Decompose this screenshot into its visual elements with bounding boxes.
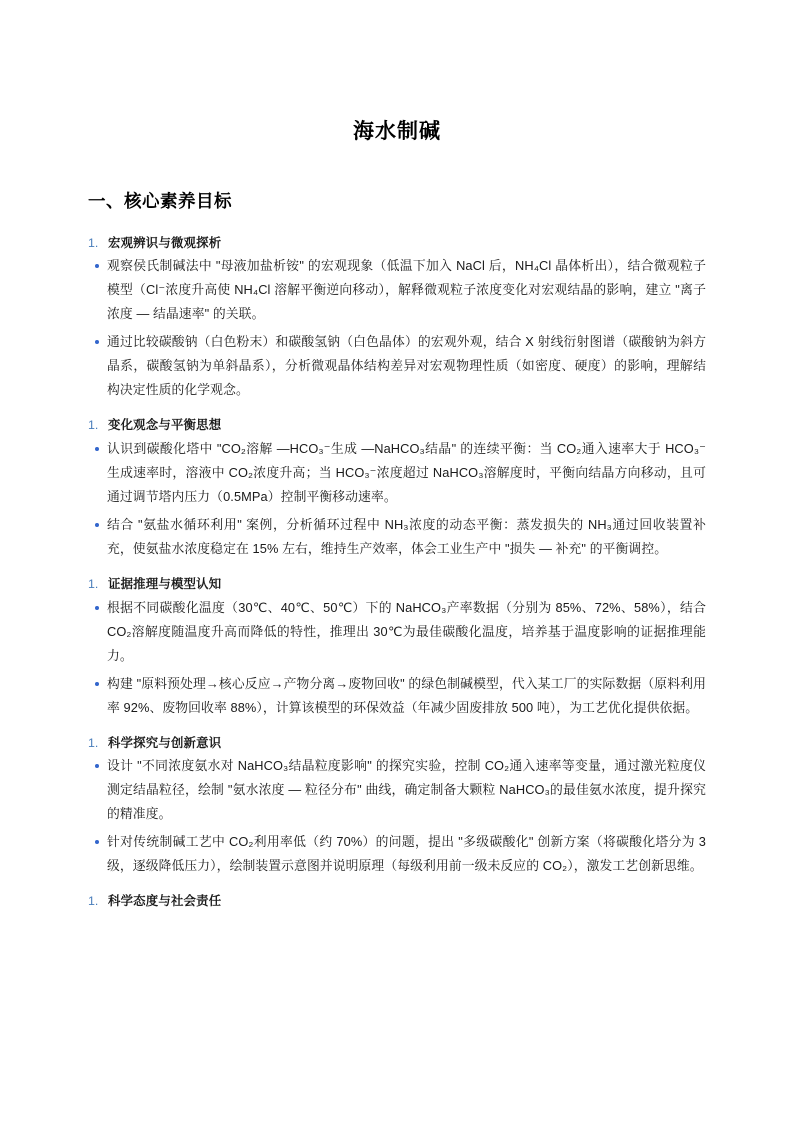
bullet-list bbox=[88, 596, 706, 720]
competency-group-heading bbox=[88, 234, 706, 253]
list-number-marker: 1. bbox=[88, 735, 99, 750]
bullet-dot-icon bbox=[88, 830, 107, 854]
bullet-dot-icon bbox=[88, 513, 107, 537]
bullet-list bbox=[88, 754, 706, 878]
competency-group-heading bbox=[88, 575, 706, 594]
list-item bbox=[88, 754, 706, 826]
bullet-dot-icon bbox=[88, 754, 107, 778]
competency-group-heading bbox=[88, 416, 706, 435]
competency-group-title: 变化观念与平衡思想 bbox=[108, 418, 222, 433]
competency-group-title: 科学态度与社会责任 bbox=[108, 894, 222, 909]
page-title: 海水制碱 bbox=[353, 120, 441, 143]
competency-group-title: 科学探究与创新意识 bbox=[108, 735, 222, 750]
list-number-marker: 1. bbox=[88, 418, 99, 433]
list-number-marker: 1. bbox=[88, 235, 99, 250]
bullet-dot-icon bbox=[88, 672, 107, 696]
list-item bbox=[88, 254, 706, 326]
bullet-list bbox=[88, 254, 706, 402]
competency-group bbox=[88, 234, 706, 403]
bullet-list bbox=[88, 437, 706, 561]
competency-group-title: 证据推理与模型认知 bbox=[108, 577, 222, 592]
document-content bbox=[88, 0, 706, 913]
list-number-marker: 1. bbox=[88, 577, 99, 592]
list-item bbox=[88, 596, 706, 668]
list-item-text: 构建 "原料预处理→核心反应→产物分离→废物回收" 的绿色制碱模型，代入某工厂的实际数据（原料利用率 92%、废物回收率 88%），计算该模型的环保效益（年减少固废排放 500 吨），为工艺优化提供依据。 bbox=[107, 675, 706, 715]
section-heading: 一、核心素养目标 bbox=[88, 191, 232, 212]
competency-group-list bbox=[88, 234, 706, 911]
bullet-dot-icon bbox=[88, 596, 107, 620]
list-item-text: 针对传统制碱工艺中 CO₂利用率低（约 70%）的问题，提出 "多级碳酸化" 创新方案（将碳酸化塔分为 3 级，逐级降低压力），绘制装置示意图并说明原理（每级利用前一级未反应的 CO₂），激发工艺创新思维。 bbox=[107, 834, 706, 874]
competency-group bbox=[88, 575, 706, 720]
list-item-text: 通过比较碳酸钠（白色粉末）和碳酸氢钠（白色晶体）的宏观外观，结合 X 射线衍射图谱（碳酸钠为斜方晶系，碳酸氢钠为单斜晶系），分析微观晶体结构差异对宏观物理性质（如密度、硬度）的影响，理解结构决定性质的化学观念。 bbox=[107, 334, 706, 398]
list-item-text: 观察侯氏制碱法中 "母液加盐析铵" 的宏观现象（低温下加入 NaCl 后，NH₄Cl 晶体析出），结合微观粒子模型（Cl⁻浓度升高使 NH₄Cl 溶解平衡逆向移动），解释微观粒子浓度变化对宏观结晶的影响，建立 "离子浓度 — 结晶速率" 的关联。 bbox=[107, 258, 706, 322]
list-item-text: 设计 "不同浓度氨水对 NaHCO₃结晶粒度影响" 的探究实验，控制 CO₂通入速率等变量，通过激光粒度仪测定结晶粒径，绘制 "氨水浓度 — 粒径分布" 曲线，确定制备大颗粒 NaHCO₃的最佳氨水浓度，提升探究的精准度。 bbox=[107, 758, 706, 822]
bullet-dot-icon bbox=[88, 437, 107, 461]
list-item bbox=[88, 513, 706, 561]
list-item-text: 认识到碳酸化塔中 "CO₂溶解 —HCO₃⁻生成 —NaHCO₃结晶" 的连续平衡：当 CO₂通入速率大于 HCO₃⁻生成速率时，溶液中 CO₂浓度升高；当 HCO₃⁻浓度超过 NaHCO₃溶解度时，平衡向结晶方向移动，且可通过调节塔内压力（0.5MPa）控制平衡移动速率。 bbox=[107, 441, 706, 505]
competency-group bbox=[88, 416, 706, 561]
list-item bbox=[88, 672, 706, 720]
list-item bbox=[88, 830, 706, 878]
list-number-marker: 1. bbox=[88, 894, 99, 909]
competency-group-heading bbox=[88, 892, 706, 911]
list-item-text: 根据不同碳酸化温度（30℃、40℃、50℃）下的 NaHCO₃产率数据（分别为 85%、72%、58%），结合 CO₂溶解度随温度升高而降低的特性，推理出 30℃为最佳碳酸化温度，培养基于温度影响的证据推理能力。 bbox=[107, 599, 706, 663]
bullet-dot-icon bbox=[88, 330, 107, 354]
competency-group bbox=[88, 892, 706, 911]
competency-group-heading bbox=[88, 734, 706, 753]
list-item bbox=[88, 437, 706, 509]
competency-group-title: 宏观辨识与微观探析 bbox=[108, 235, 222, 250]
list-item bbox=[88, 330, 706, 402]
bullet-dot-icon bbox=[88, 254, 107, 278]
competency-group bbox=[88, 734, 706, 879]
list-item-text: 结合 "氨盐水循环利用" 案例，分析循环过程中 NH₃浓度的动态平衡：蒸发损失的 NH₃通过回收装置补充，使氨盐水浓度稳定在 15% 左右，维持生产效率，体会工业生产中 "损失 — 补充" 的平衡调控。 bbox=[107, 517, 706, 557]
